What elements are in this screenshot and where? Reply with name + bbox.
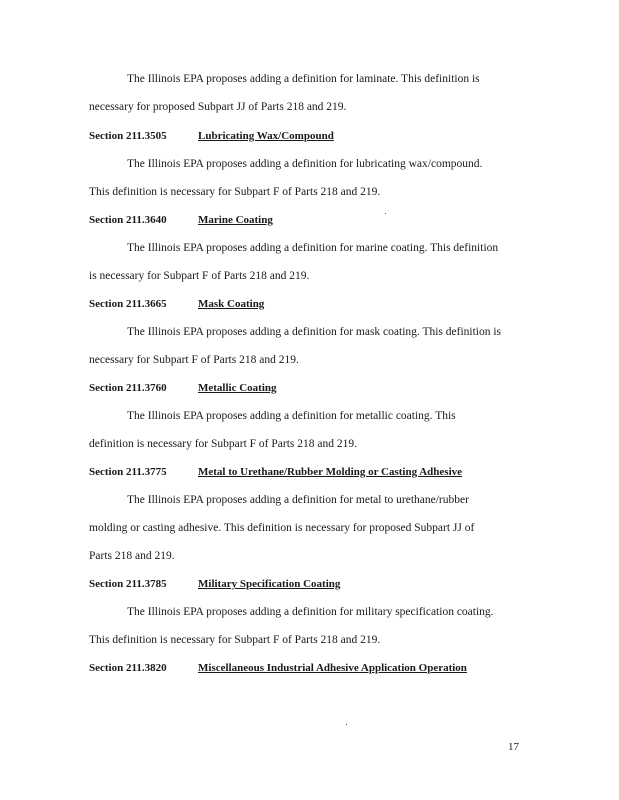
paragraph-line: The Illinois EPA proposes adding a definition for metallic coating. This: [127, 410, 456, 422]
paragraph-line: The Illinois EPA proposes adding a definition for marine coating. This definition: [127, 242, 499, 254]
scan-speck: [346, 724, 347, 725]
section-title: Military Specification Coating: [198, 578, 341, 590]
section-heading: [89, 661, 529, 675]
section-heading: [89, 129, 529, 143]
section-heading: [89, 297, 529, 311]
intro-line-2: necessary for proposed Subpart JJ of Parts 218 and 219.: [89, 101, 347, 113]
section-title: Miscellaneous Industrial Adhesive Application Operation: [198, 662, 467, 674]
page-number: 17: [508, 741, 519, 753]
intro-line-1: The Illinois EPA proposes adding a definition for laminate. This definition is: [127, 73, 480, 85]
paragraph-line: This definition is necessary for Subpart F of Parts 218 and 219.: [89, 634, 381, 646]
section-heading: [89, 213, 529, 227]
paragraph-line: This definition is necessary for Subpart F of Parts 218 and 219.: [89, 186, 381, 198]
paragraph-line: definition is necessary for Subpart F of Parts 218 and 219.: [89, 438, 357, 450]
paragraph-line: The Illinois EPA proposes adding a definition for military specification coating.: [127, 606, 494, 618]
section-title: Metal to Urethane/Rubber Molding or Casting Adhesive: [198, 466, 463, 478]
section-title: Marine Coating: [198, 214, 273, 226]
paragraph-line: is necessary for Subpart F of Parts 218 and 219.: [89, 270, 310, 282]
section-number: Section 211.3505: [89, 130, 167, 142]
section-number: Section 211.3775: [89, 466, 167, 478]
section-title: Mask Coating: [198, 298, 265, 310]
section-number: Section 211.3820: [89, 662, 167, 674]
paragraph-line: The Illinois EPA proposes adding a definition for metal to urethane/rubber: [127, 494, 469, 506]
section-heading: [89, 381, 529, 395]
section-heading: [89, 465, 529, 479]
paragraph-line: The Illinois EPA proposes adding a definition for mask coating. This definition is: [127, 326, 502, 338]
section-heading: [89, 577, 529, 591]
paragraph-line: The Illinois EPA proposes adding a definition for lubricating wax/compound.: [127, 158, 483, 170]
section-number: Section 211.3760: [89, 382, 167, 394]
scan-speck: [385, 213, 386, 214]
section-title: Metallic Coating: [198, 382, 277, 394]
section-number: Section 211.3665: [89, 298, 167, 310]
paragraph-line: Parts 218 and 219.: [89, 550, 175, 562]
paragraph-line: necessary for Subpart F of Parts 218 and 219.: [89, 354, 299, 366]
paragraph-line: molding or casting adhesive. This definition is necessary for proposed Subpart JJ of: [89, 522, 475, 534]
section-number: Section 211.3785: [89, 578, 167, 590]
section-title: Lubricating Wax/Compound: [198, 130, 334, 142]
section-number: Section 211.3640: [89, 214, 167, 226]
